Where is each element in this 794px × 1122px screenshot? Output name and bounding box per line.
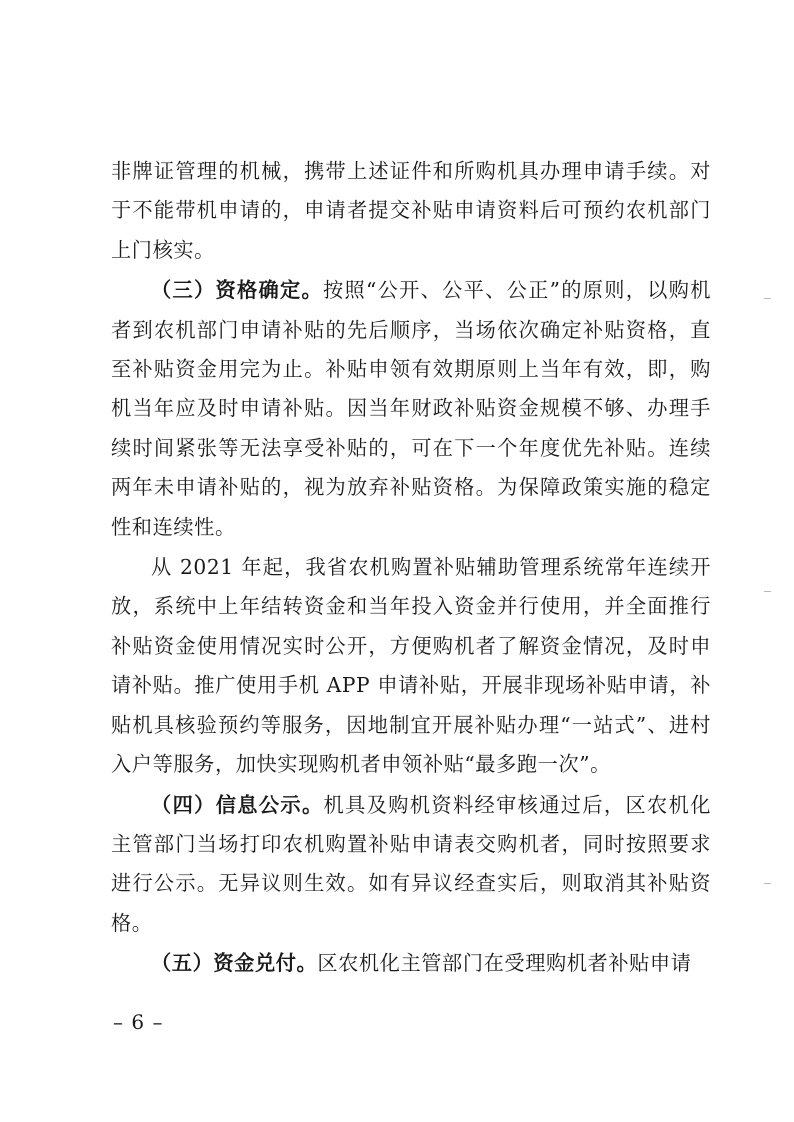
paragraph-2021-policy	[111, 548, 711, 784]
section-4-heading: （四）信息公示。	[151, 792, 324, 817]
paragraph-2021-text: 从 2021 年起，我省农机购置补贴辅助管理系统常年连续开放，系统中上年结转资金和当年投入资金并行使用，并全面推行补贴资金使用情况实时公开，方便购机者了解资金情况，及时申请补贴。推广使用手机 APP 申请补贴，开展非现场补贴申请，补贴机具核验预约等服务，因地制宜开展补贴办理“一站式”、进村入户等服务，加快实现购机者申领补贴“最多跑一次”。	[111, 555, 711, 777]
paragraph-section-3	[111, 271, 711, 547]
section-5-heading: （五）资金兑付。	[151, 951, 318, 976]
scan-tick-mark	[764, 883, 771, 884]
scan-tick-mark	[764, 298, 771, 299]
document-body	[111, 152, 711, 984]
section-4-text: 机具及购机资料经审核通过后，区农机化主管部门当场打印农机购置补贴申请表交购机者，同时按照要求进行公示。无异议则生效。如有异议经查实后，则取消其补贴资格。	[111, 792, 711, 935]
paragraph-1	[111, 152, 711, 270]
page-number: – 6 –	[113, 1010, 164, 1034]
paragraph-section-5	[111, 944, 711, 983]
section-3-heading: （三）资格确定。	[151, 278, 323, 303]
section-5-text: 区农机化主管部门在受理购机者补贴申请	[317, 951, 692, 976]
paragraph-section-4	[111, 786, 711, 944]
paragraph-1-text: 非牌证管理的机械，携带上述证件和所购机具办理申请手续。对于不能带机申请的，申请者提交补贴申请资料后可预约农机部门上门核实。	[111, 159, 711, 262]
section-3-text: 按照“公开、公平、公正”的原则，以购机者到农机部门申请补贴的先后顺序，当场依次确定补贴资格，直至补贴资金用完为止。补贴申领有效期原则上当年有效，即，购机当年应及时申请补贴。因当年财政补贴资金规模不够、办理手续时间紧张等无法享受补贴的，可在下一个年度优先补贴。连续两年未申请补贴的，视为放弃补贴资格。为保障政策实施的稳定性和连续性。	[111, 278, 711, 539]
scan-tick-mark	[764, 591, 771, 592]
